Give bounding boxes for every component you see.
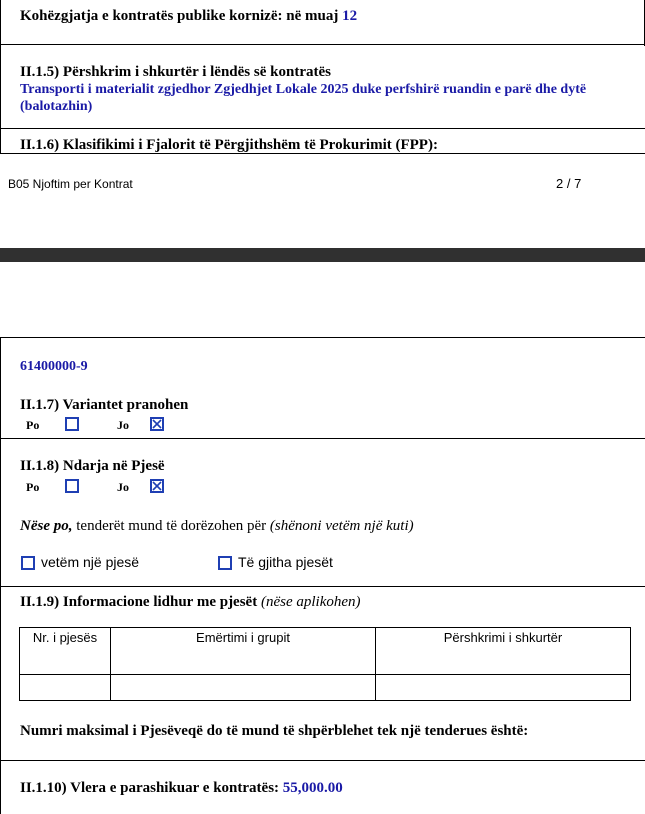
opt-one-lot-checkbox[interactable] xyxy=(21,556,35,570)
page1-left-border xyxy=(0,0,1,46)
nese-po-rest: tenderët mund të dorëzohen për xyxy=(72,518,270,534)
duration-label: Kohëzgjatja e kontratës publike kornizë: në muaj xyxy=(20,8,339,24)
estimated-value xyxy=(20,780,343,797)
nese-po-note: (shënoni vetëm një kuti) xyxy=(269,518,414,534)
page2-left-border xyxy=(0,337,1,814)
divider xyxy=(0,44,645,45)
contract-duration xyxy=(20,8,357,25)
opt-all-lots-label: Të gjitha pjesët xyxy=(238,554,333,570)
section-title-s118: II.1.8) Ndarja në Pjesë xyxy=(20,458,165,474)
table-cell[interactable] xyxy=(20,675,111,701)
section-title-s117: II.1.7) Variantet pranohen xyxy=(20,397,189,413)
estimated-value-amount: 55,000.00 xyxy=(282,780,343,796)
check-x-icon xyxy=(152,481,162,491)
table-header-group-name: Emërtimi i grupit xyxy=(111,628,376,675)
nese-po-text: Nëse po, xyxy=(20,518,73,534)
check-x-icon xyxy=(152,419,162,429)
divider xyxy=(0,153,645,154)
divider xyxy=(0,586,645,587)
footer-page-number: 2 / 7 xyxy=(556,176,582,191)
s117-jo-checkbox[interactable] xyxy=(150,417,164,431)
s117-po-label: Po xyxy=(26,418,40,432)
table-header-short-desc: Përshkrimi i shkurtër xyxy=(376,628,631,675)
table-cell[interactable] xyxy=(376,675,631,701)
divider xyxy=(0,337,645,338)
estimated-value-label: II.1.10) Vlera e parashikuar e kontratës: xyxy=(20,780,280,796)
opt-one-lot-label: vetëm një pjesë xyxy=(41,554,140,570)
table-row xyxy=(20,675,631,701)
contract-description-line1: Transporti i materialit zgjedhor Zgjedhjet Lokale 2025 duke perfshirë ruandin e parë dhe dytë xyxy=(20,82,587,97)
s119-note: (nëse aplikohen) xyxy=(260,594,361,610)
s118-jo-checkbox[interactable] xyxy=(150,479,164,493)
s117-jo-label: Jo xyxy=(117,418,129,432)
section-title-s116: II.1.6) Klasifikimi i Fjalorit të Përgjithshëm të Prokurimit (FPP): xyxy=(20,137,438,153)
s118-po-label: Po xyxy=(26,480,40,494)
page1-left-border-2 xyxy=(0,44,1,154)
table-cell[interactable] xyxy=(111,675,376,701)
lots-table xyxy=(19,627,631,701)
divider xyxy=(0,760,645,761)
s118-jo-label: Jo xyxy=(117,480,129,494)
divider xyxy=(0,128,645,129)
s117-po-checkbox[interactable] xyxy=(65,417,79,431)
opt-all-lots-checkbox[interactable] xyxy=(218,556,232,570)
divider xyxy=(0,438,645,439)
footer-form-name: B05 Njoftim per Kontrat xyxy=(8,177,133,191)
max-lots-label: Numri maksimal i Pjesëveqë do të mund të shpërblehet tek një tenderues është: xyxy=(20,723,529,739)
lots-instruction xyxy=(20,518,414,535)
s119-title: II.1.9) Informacione lidhur me pjesët xyxy=(20,594,258,610)
s118-po-checkbox[interactable] xyxy=(65,479,79,493)
section-title-s119 xyxy=(20,594,361,611)
contract-description-line2: (balotazhin) xyxy=(20,99,93,114)
page-break-bar xyxy=(0,248,645,262)
table-header-lot-no: Nr. i pjesës xyxy=(20,628,111,675)
table-header-row xyxy=(20,628,631,675)
duration-value: 12 xyxy=(342,8,358,24)
section-title-s115: II.1.5) Përshkrim i shkurtër i lëndës së kontratës xyxy=(20,64,331,80)
fpp-code: 61400000-9 xyxy=(20,359,88,374)
